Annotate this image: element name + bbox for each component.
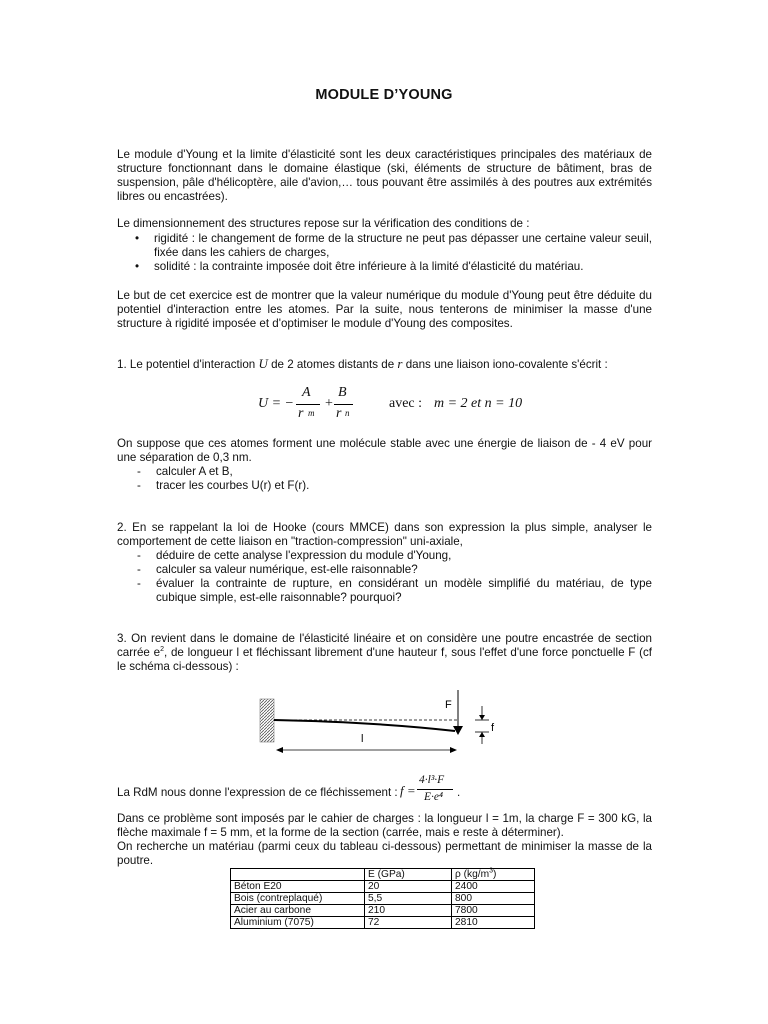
table-row: Acier au carbone 210 7800 xyxy=(231,905,535,917)
beam-deflected xyxy=(274,720,455,731)
potential-formula: U = − A r m + B r n avec : m = 2 et n = 10 xyxy=(258,385,523,421)
list-item: - évaluer la contrainte de rupture, en considérant un modèle simplifié du matériau, de type cubique simple, est-elle raisonnable? pourquoi? xyxy=(137,577,652,604)
q3-paragraph-2: Dans ce problème sont imposés par le cahier de charges : la longueur l = 1m, la charge F = 300 kG, la flèche maximale f = 5 mm, et la forme de la section (carrée, mais e reste à déterminer). xyxy=(117,812,652,839)
materials-table xyxy=(230,868,535,929)
intro-paragraph-1: Le module d'Young et la limite d'élasticité sont les deux caractéristiques principales des matériaux de structure fonctionnant dans le domaine élastique (ski, éléments de structure de bâtiment, bras de suspension, pâle d'hélicoptère, aile d'avion,… tous pouvant être assimilés à des poutres aux extrémités libres ou encastrées). xyxy=(117,148,652,203)
q1-intro: 1. Le potentiel d'interaction U de 2 atomes distants de r dans une liaison iono-covalente s'écrit : xyxy=(117,356,608,371)
table-row: Bois (contreplaqué) 5,5 800 xyxy=(231,893,535,905)
var-u: U xyxy=(258,356,268,371)
label-deflection-f: f xyxy=(491,722,495,734)
list-item: - calculer sa valeur numérique, est-elle raisonnable? xyxy=(137,563,418,576)
bullet-icon: • xyxy=(135,232,140,245)
page-title: MODULE D’YOUNG xyxy=(315,87,453,103)
q2-tasks xyxy=(117,549,652,605)
table-header-row: E (GPa) ρ $(kg/m^3)$ xyxy=(231,869,535,881)
list-item: • rigidité : le changement de forme de la structure ne peut pas dépasser une certaine valeur seuil, fixée dans les cahiers de charges, xyxy=(135,232,652,259)
list-item: • solidité : la contrainte imposée doit être inférieure à la limité d'élasticité du matériau. xyxy=(135,260,584,273)
table-row: Béton E20 20 2400 xyxy=(231,881,535,893)
rdm-line: La RdM nous donne l'expression de ce fléchissement : f = 4·l³·F E·e⁴ . xyxy=(117,774,461,803)
label-force-f: F xyxy=(445,699,452,711)
q3-paragraph-3: On recherche un matériau (parmi ceux du tableau ci-dessous) permettant de minimiser la masse de la poutre. xyxy=(117,840,652,867)
list-item: - tracer les courbes U(r) et F(r). xyxy=(137,479,310,492)
wall-support xyxy=(260,699,274,742)
list-item: - calculer A et B, xyxy=(137,465,233,478)
q3-paragraph: 3. On revient dans le domaine de l'élasticité linéaire et on considère une poutre encastrée de section carrée $e^2$, de longueur l et fléchissant librement d'une hauteur f, sous l'effet d'une force ponctuelle F (cf le schéma ci-dessous) : xyxy=(117,632,653,673)
label-length-l: l xyxy=(361,733,364,745)
fraction-bar xyxy=(296,404,320,405)
cantilever-beam-diagram xyxy=(255,688,505,760)
q2-paragraph: 2. En se rappelant la loi de Hooke (cours MMCE) dans son expression la plus simple, analyser le comportement de cette liaison en "traction-compression" uni-axiale, xyxy=(117,521,652,548)
bullet-icon: • xyxy=(135,260,140,273)
intro-paragraph-3: Le but de cet exercice est de montrer que la valeur numérique du module d'Young peut être déduite du potentiel d'interaction entre les atomes. Par la suite, nous tenterons de minimiser la masse d'une structure à rigidité imposée et d'optimiser le module d'Young des composites. xyxy=(117,289,652,330)
q1-tasks xyxy=(117,465,652,493)
q1-paragraph-2: On suppose que ces atomes forment une molécule stable avec une énergie de liaison de - 4 eV pour une séparation de 0,3 nm. xyxy=(117,437,652,464)
var-r: r xyxy=(397,356,403,371)
table-row: Aluminium (7075) 72 2810 xyxy=(231,917,535,929)
list-item: - déduire de cette analyse l'expression du module d'Young, xyxy=(137,549,452,562)
conditions-list xyxy=(117,232,652,274)
intro-paragraph-2: Le dimensionnement des structures repose sur la vérification des conditions de : xyxy=(117,217,530,230)
fraction-bar xyxy=(334,404,353,405)
